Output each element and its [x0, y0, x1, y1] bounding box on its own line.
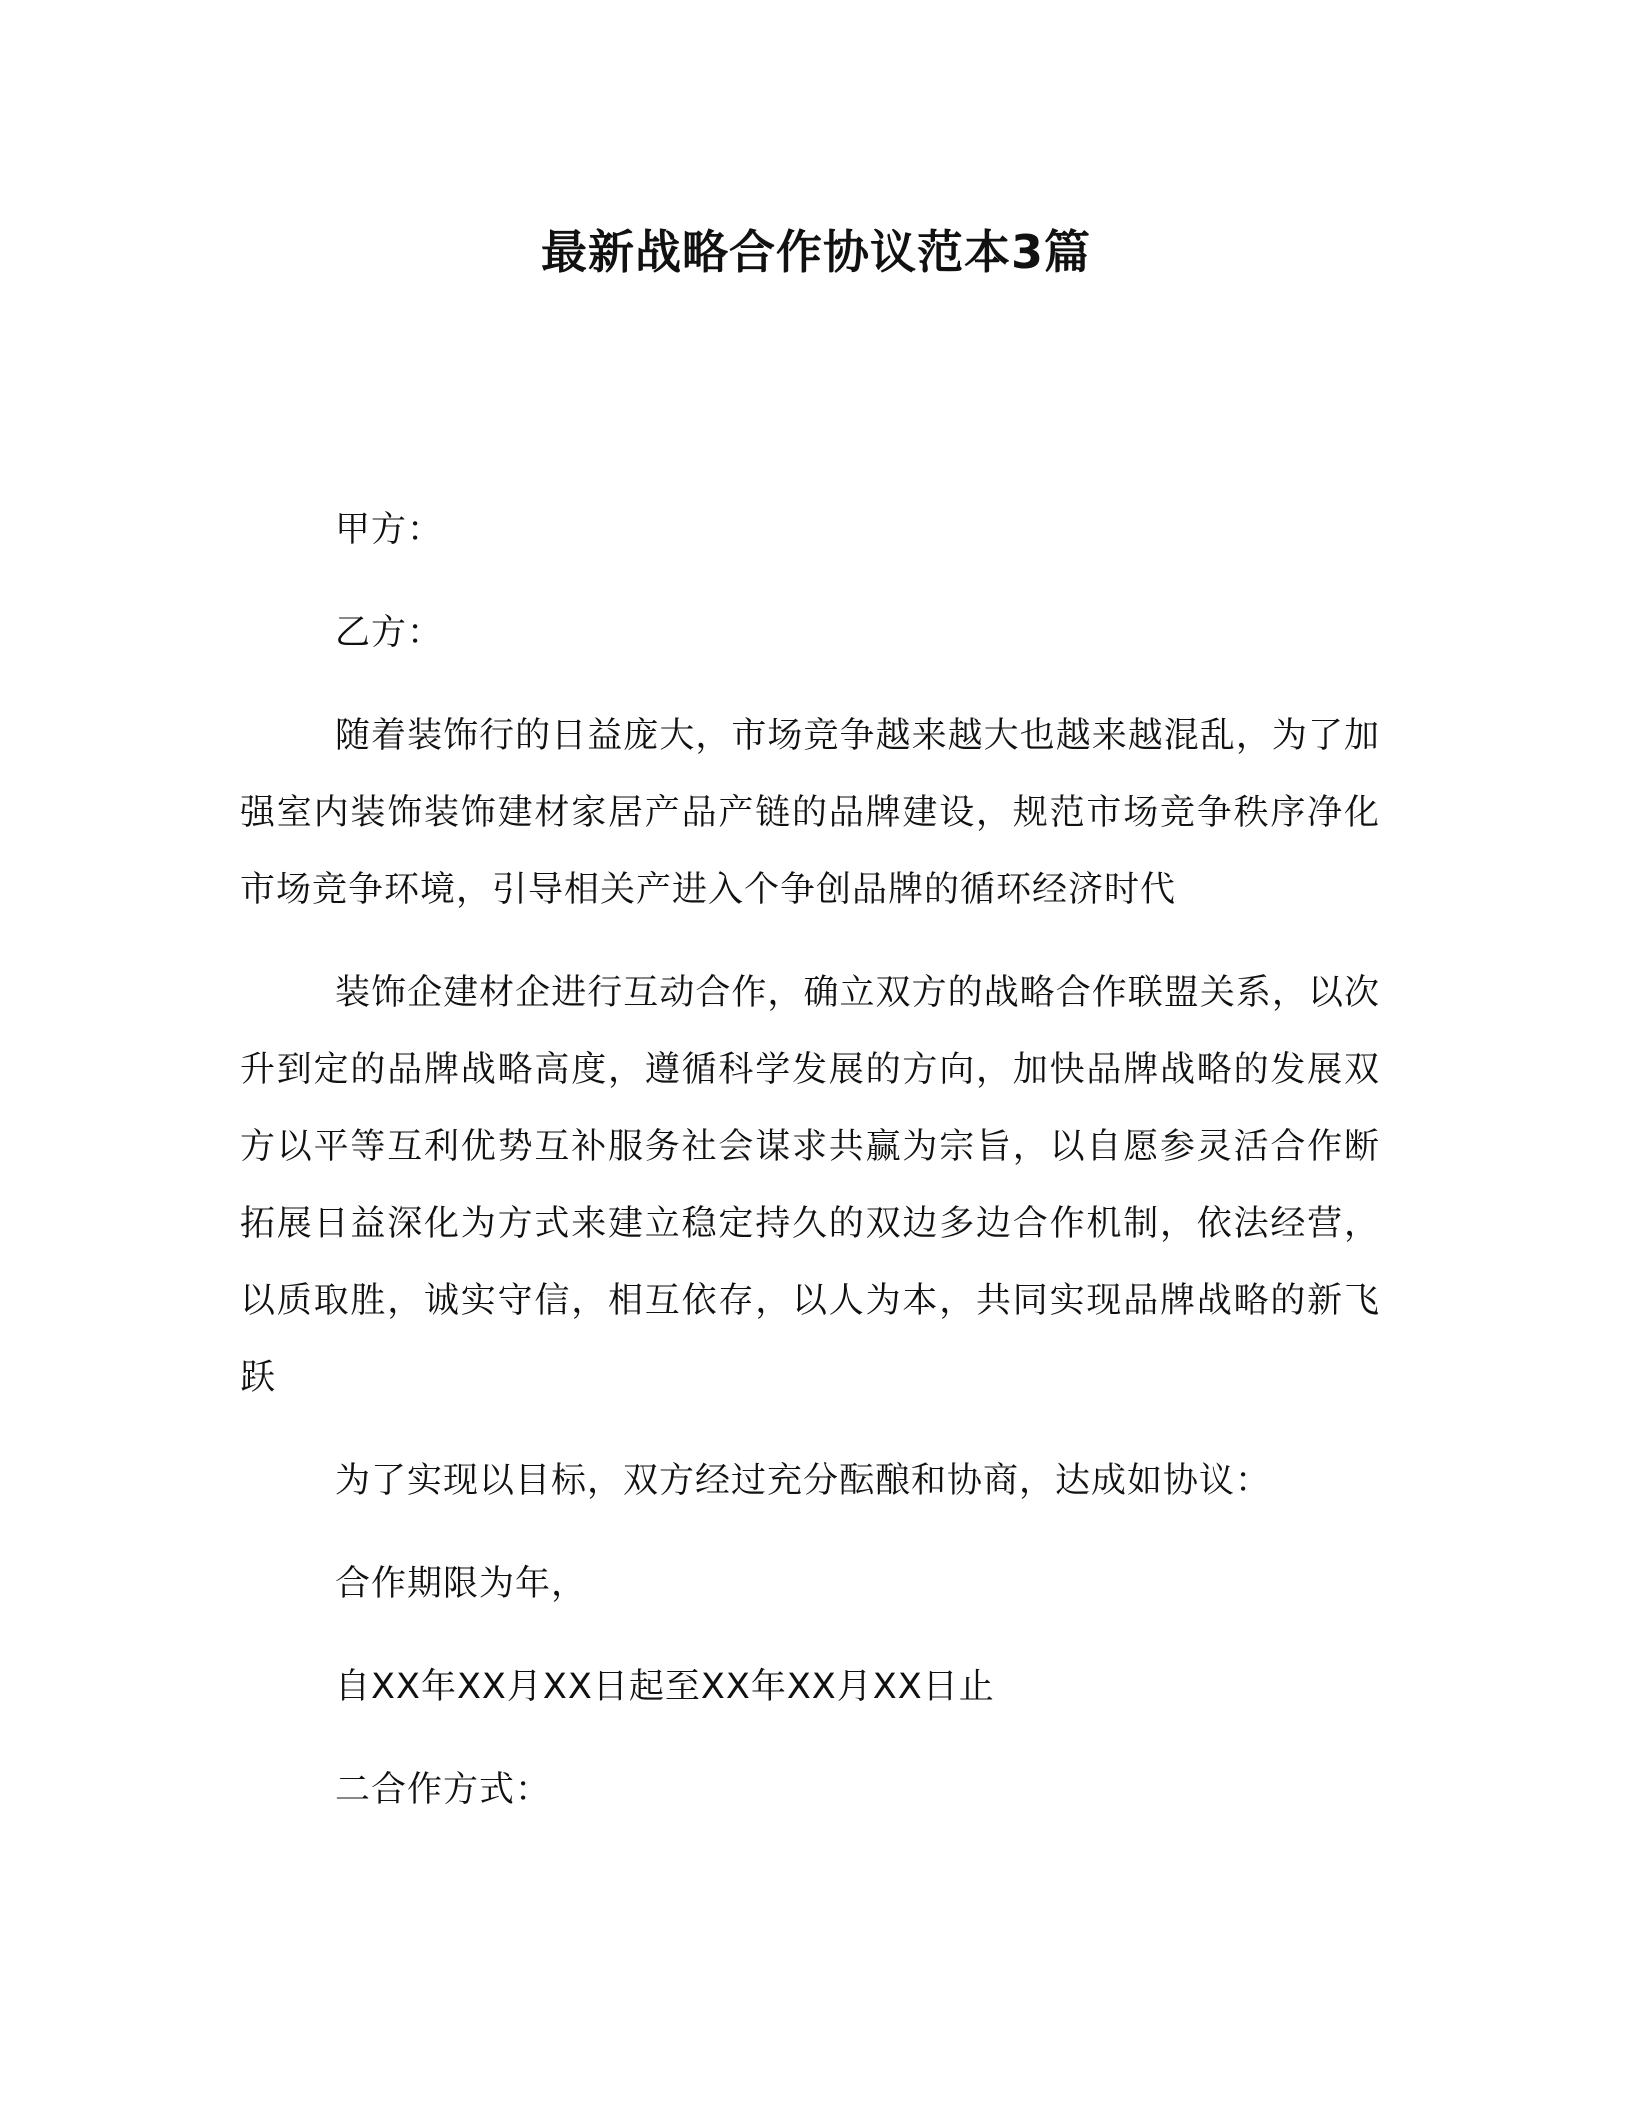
background-paragraph: 随着装饰行的日益庞大，市场竞争越来越大也越来越混乱，为了加强室内装饰装饰建材家居产品产链的品牌建设，规范市场竞争秩序净化市场竞争环境，引导相关产进入个争创品牌的循环经济时代	[240, 716, 1380, 910]
term-dates-line: 自XX年XX月XX日起至XX年XX月XX日止	[335, 1667, 995, 1707]
cooperation-term-line: 合作期限为年，	[335, 1564, 588, 1604]
document-title: 最新战略合作协议范本3篇	[540, 225, 1091, 279]
party-a-line: 甲方：	[335, 510, 444, 550]
document-body	[240, 492, 1380, 1855]
cooperation-purpose-paragraph: 装饰企建材企进行互动合作，确立双方的战略合作联盟关系，以次升到定的品牌战略高度，遵循科学发展的方向，加快品牌战略的发展双方以平等互利优势互补服务社会谋求共赢为宗旨，以自愿参灵活合作断拓展日益深化为方式来建立稳定持久的双边多边合作机制，依法经营，以质取胜，诚实守信，相互依存，以人为本，共同实现品牌战略的新飞跃	[240, 973, 1380, 1398]
party-b-line: 乙方：	[335, 613, 444, 653]
agreement-intro-line: 为了实现以目标，双方经过充分酝酿和协商，达成如协议：	[335, 1461, 1272, 1501]
section-two-heading: 二合作方式：	[335, 1770, 552, 1810]
